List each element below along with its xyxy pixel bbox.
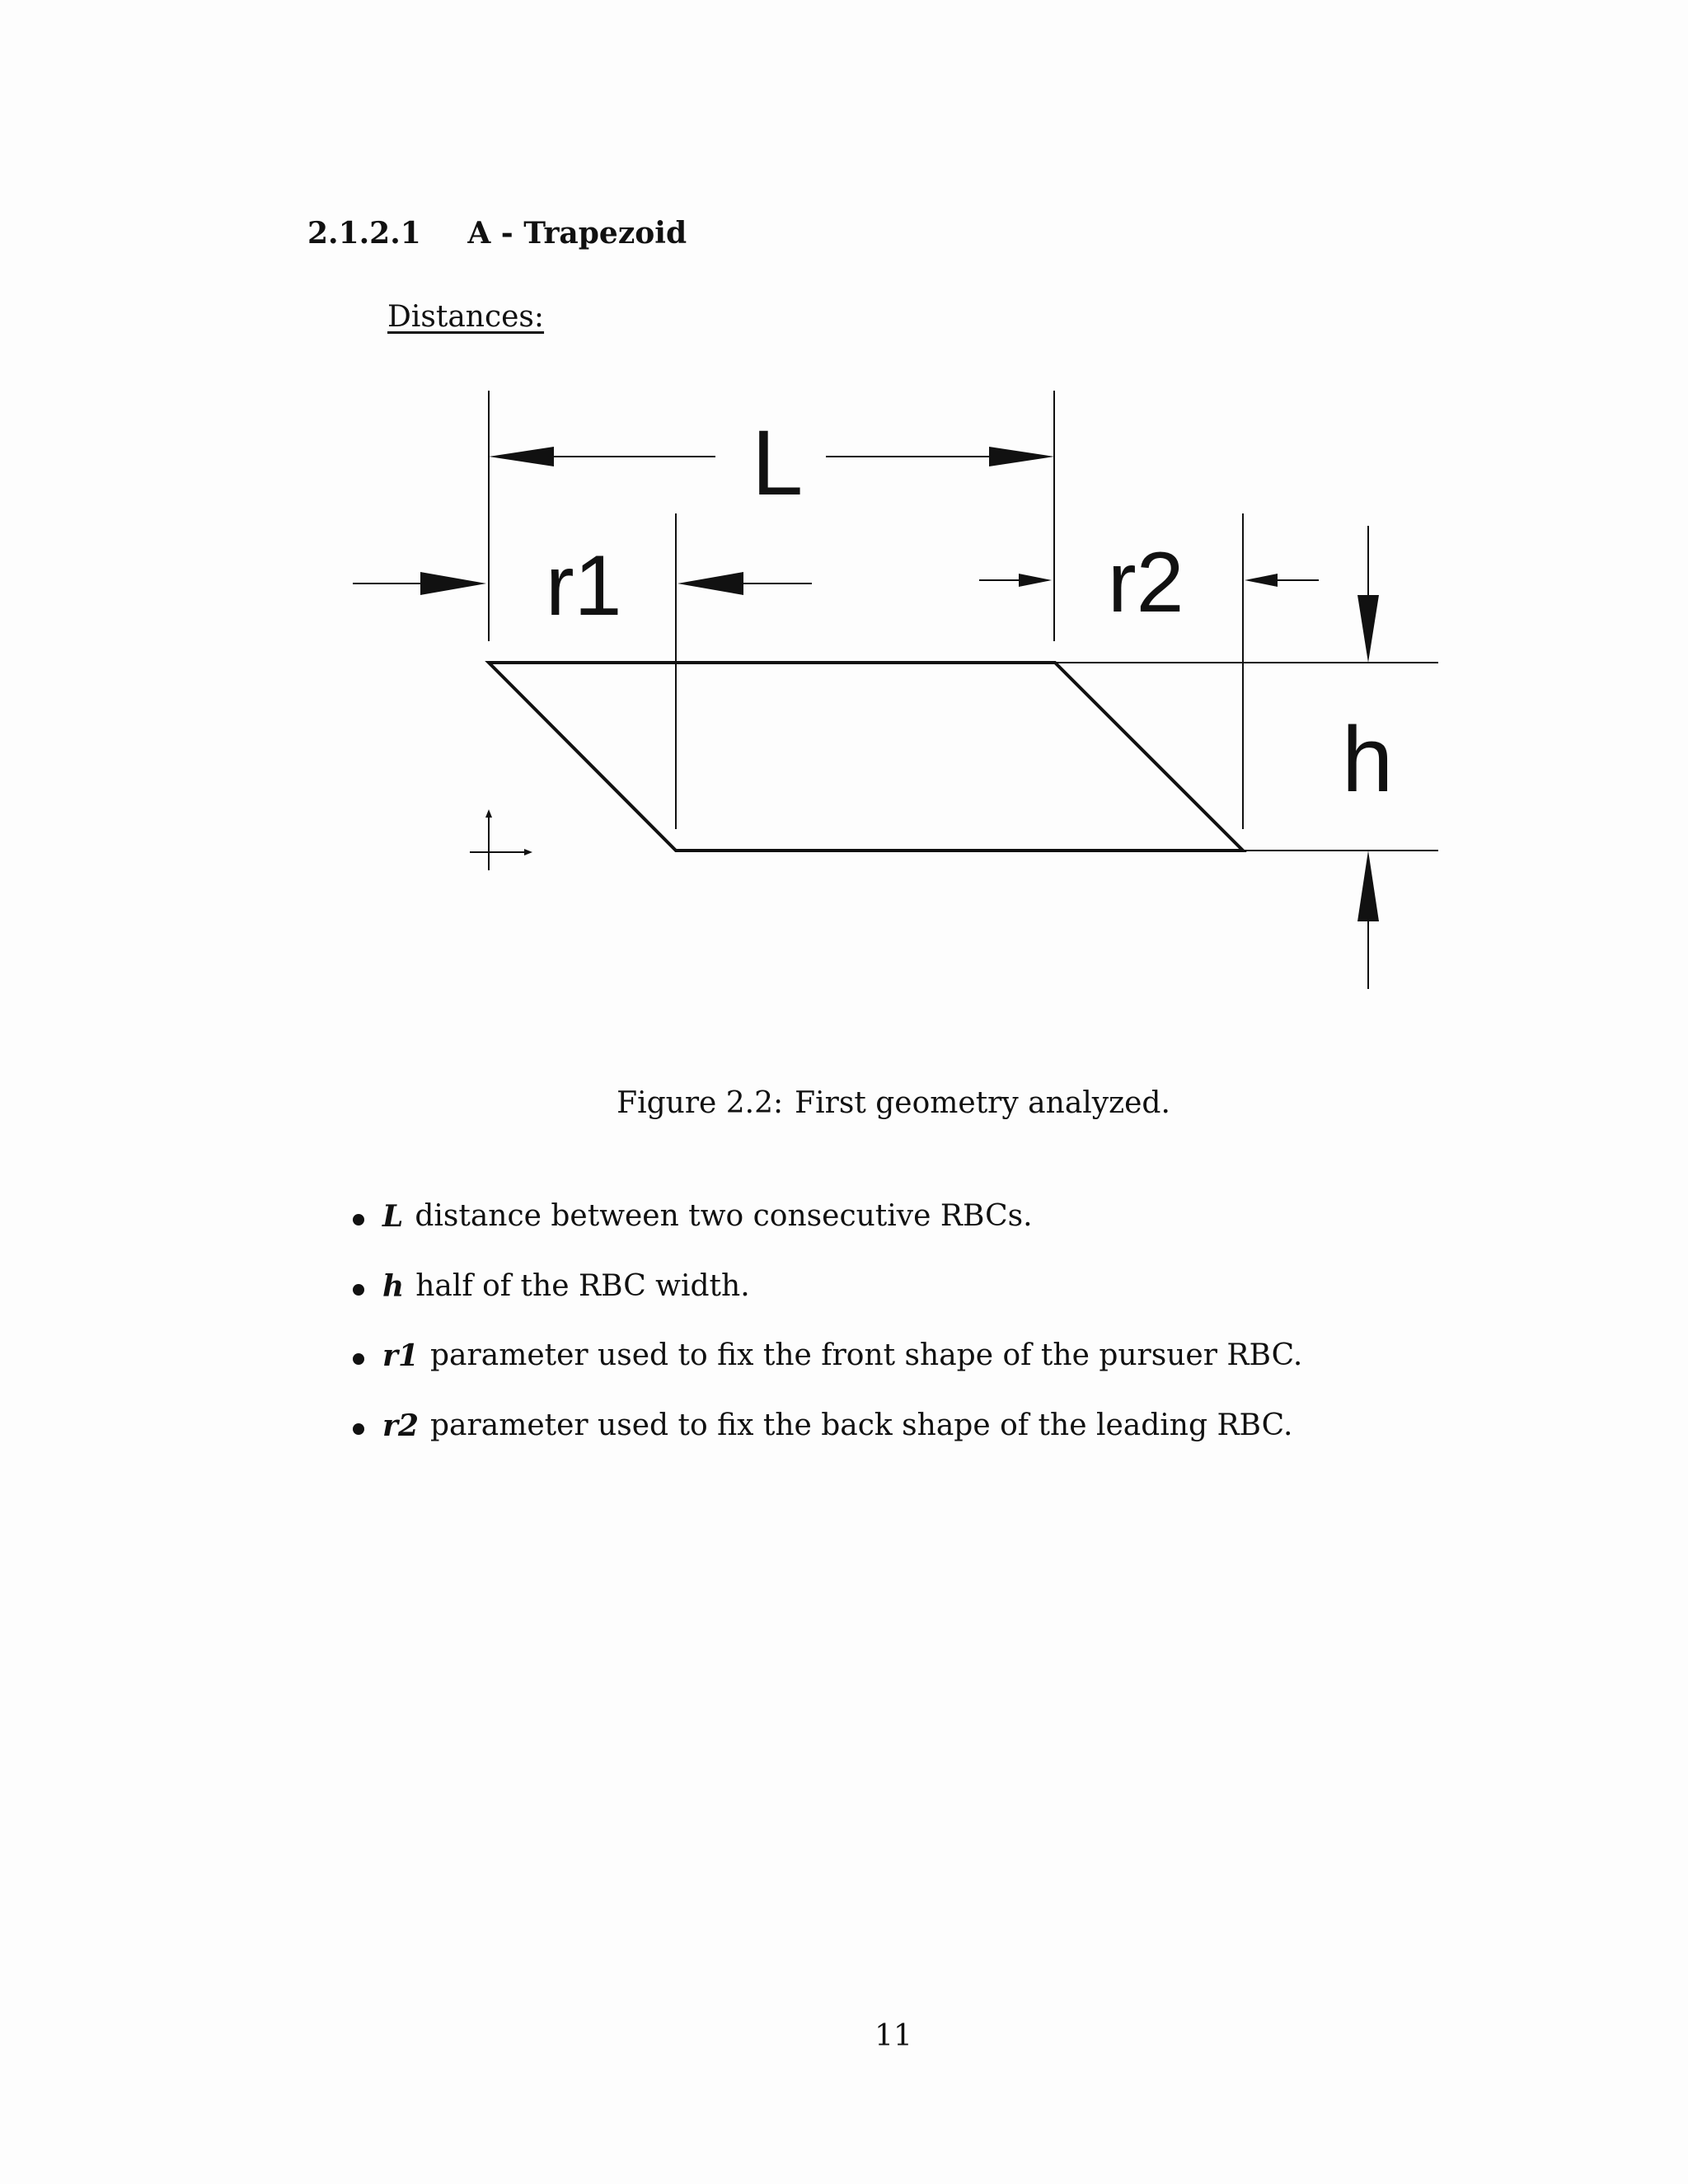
r1-arrow-left	[420, 572, 486, 595]
list-item-symbol: r1	[382, 1338, 420, 1374]
caption-label: Figure 2.2:	[617, 1086, 784, 1120]
definition-list	[346, 1199, 1302, 1479]
list-item-text: parameter used to fix the front shape of the pursuer RBC.	[430, 1338, 1303, 1373]
list-item-text: parameter used to fix the back shape of the leading RBC.	[430, 1408, 1293, 1443]
section-title: A - Trapezoid	[467, 216, 687, 251]
section-heading	[307, 216, 687, 251]
label-r1: r1	[546, 538, 622, 634]
list-item-symbol: L	[382, 1199, 404, 1234]
list-item	[346, 1199, 1302, 1269]
trapezoid-figure	[330, 379, 1451, 1005]
list-item-symbol: h	[382, 1268, 405, 1304]
r2-arrow-left	[1019, 574, 1052, 587]
h-arrow-bottom	[1357, 851, 1379, 921]
bullet-dot	[353, 1353, 364, 1365]
section-number: 2.1.2.1	[307, 216, 421, 251]
list-item	[346, 1269, 1302, 1339]
bullet-dot	[353, 1284, 364, 1296]
figure-caption	[0, 1086, 1688, 1120]
list-item	[346, 1338, 1302, 1408]
label-L: L	[752, 411, 804, 514]
list-item-symbol: r2	[382, 1408, 420, 1444]
L-arrow-left	[489, 447, 554, 466]
label-h: h	[1342, 708, 1394, 811]
caption-text: First geometry analyzed.	[795, 1086, 1170, 1120]
origin-arrow-y	[485, 809, 492, 818]
r1-arrow-right	[678, 572, 743, 595]
bullet-dot	[353, 1423, 364, 1435]
L-arrow-right	[989, 447, 1054, 466]
trapezoid-shape	[489, 663, 1243, 851]
bullet-dot	[353, 1214, 364, 1226]
label-r2: r2	[1108, 535, 1184, 630]
list-item-text: distance between two consecutive RBCs.	[415, 1199, 1033, 1233]
h-arrow-top	[1357, 595, 1379, 663]
list-item-text: half of the RBC width.	[415, 1268, 750, 1303]
r2-arrow-right	[1245, 574, 1278, 587]
distances-subheading: Distances:	[387, 300, 545, 334]
page-number: 11	[874, 2019, 912, 2053]
list-item	[346, 1408, 1302, 1479]
origin-arrow-x	[524, 849, 532, 855]
